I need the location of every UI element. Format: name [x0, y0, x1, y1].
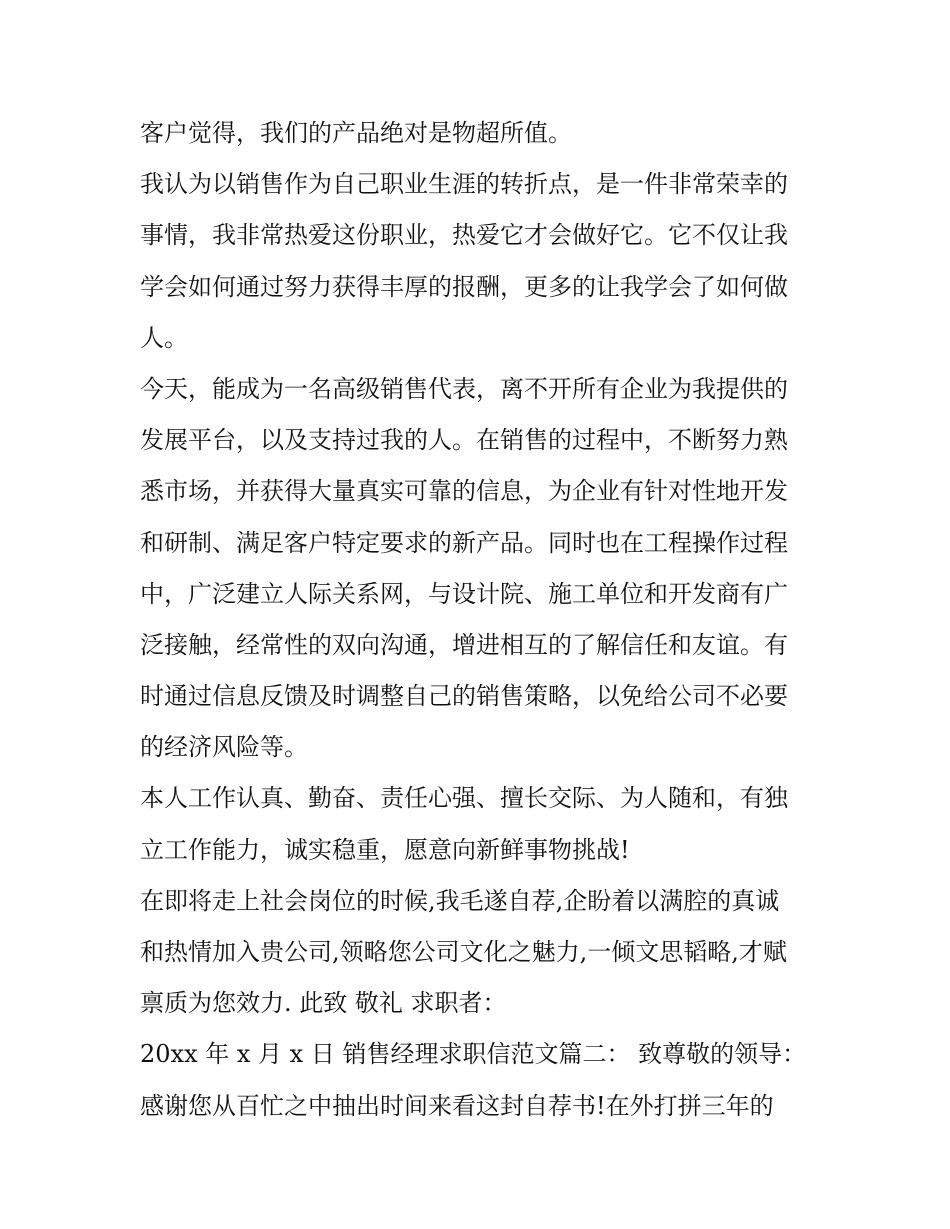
text-line: 我认为以销售作为自己职业生涯的转折点，是一件非常荣幸的	[140, 170, 788, 199]
text-line: 悉市场，并获得大量真实可靠的信息，为企业有针对性地开发	[140, 477, 788, 506]
text-line: 发展平台，以及支持过我的人。在销售的过程中，不断努力熟	[140, 426, 788, 455]
text-line: 和研制、满足客户特定要求的新产品。同时也在工程操作过程	[140, 528, 788, 557]
text-line: 在即将走上社会岗位的时候,我毛遂自荐,企盼着以满腔的真诚	[140, 886, 780, 915]
text-line: 中，广泛建立人际关系网，与设计院、施工单位和开发商有广	[140, 579, 788, 608]
text-line: 本人工作认真、勤奋、责任心强、擅长交际、为人随和，有独	[140, 784, 788, 813]
text-line: 时通过信息反馈及时调整自己的销售策略，以免给公司不必要	[140, 682, 788, 711]
text-line: 感谢您从百忙之中抽出时间来看这封自荐书!在外打拼三年的	[140, 1091, 774, 1120]
text-line: 人。	[140, 323, 188, 352]
text-line: 禀质为您效力. 此致 敬礼 求职者：	[140, 989, 507, 1018]
text-line: 和热情加入贵公司,领略您公司文化之魅力,一倾文思韬略,才赋	[140, 938, 787, 966]
text-line: 泛接触，经常性的双向沟通，增进相互的了解信任和友谊。有	[140, 630, 788, 659]
text-line: 的经济风险等。	[140, 733, 308, 762]
text-line: 20xx 年 x 月 x 日 销售经理求职信范文篇二： 致尊敬的领导：	[140, 1040, 807, 1069]
text-line: 学会如何通过努力获得丰厚的报酬，更多的让我学会了如何做	[140, 272, 788, 301]
document-body	[140, 108, 820, 1132]
text-line: 事情，我非常热爱这份职业，热爱它才会做好它。它不仅让我	[140, 221, 788, 250]
text-line: 今天，能成为一名高级销售代表，离不开所有企业为我提供的	[140, 374, 788, 403]
text-line: 立工作能力，诚实稳重，愿意向新鲜事物挑战!	[140, 835, 630, 864]
text-line: 客户觉得，我们的产品绝对是物超所值。	[140, 119, 572, 147]
